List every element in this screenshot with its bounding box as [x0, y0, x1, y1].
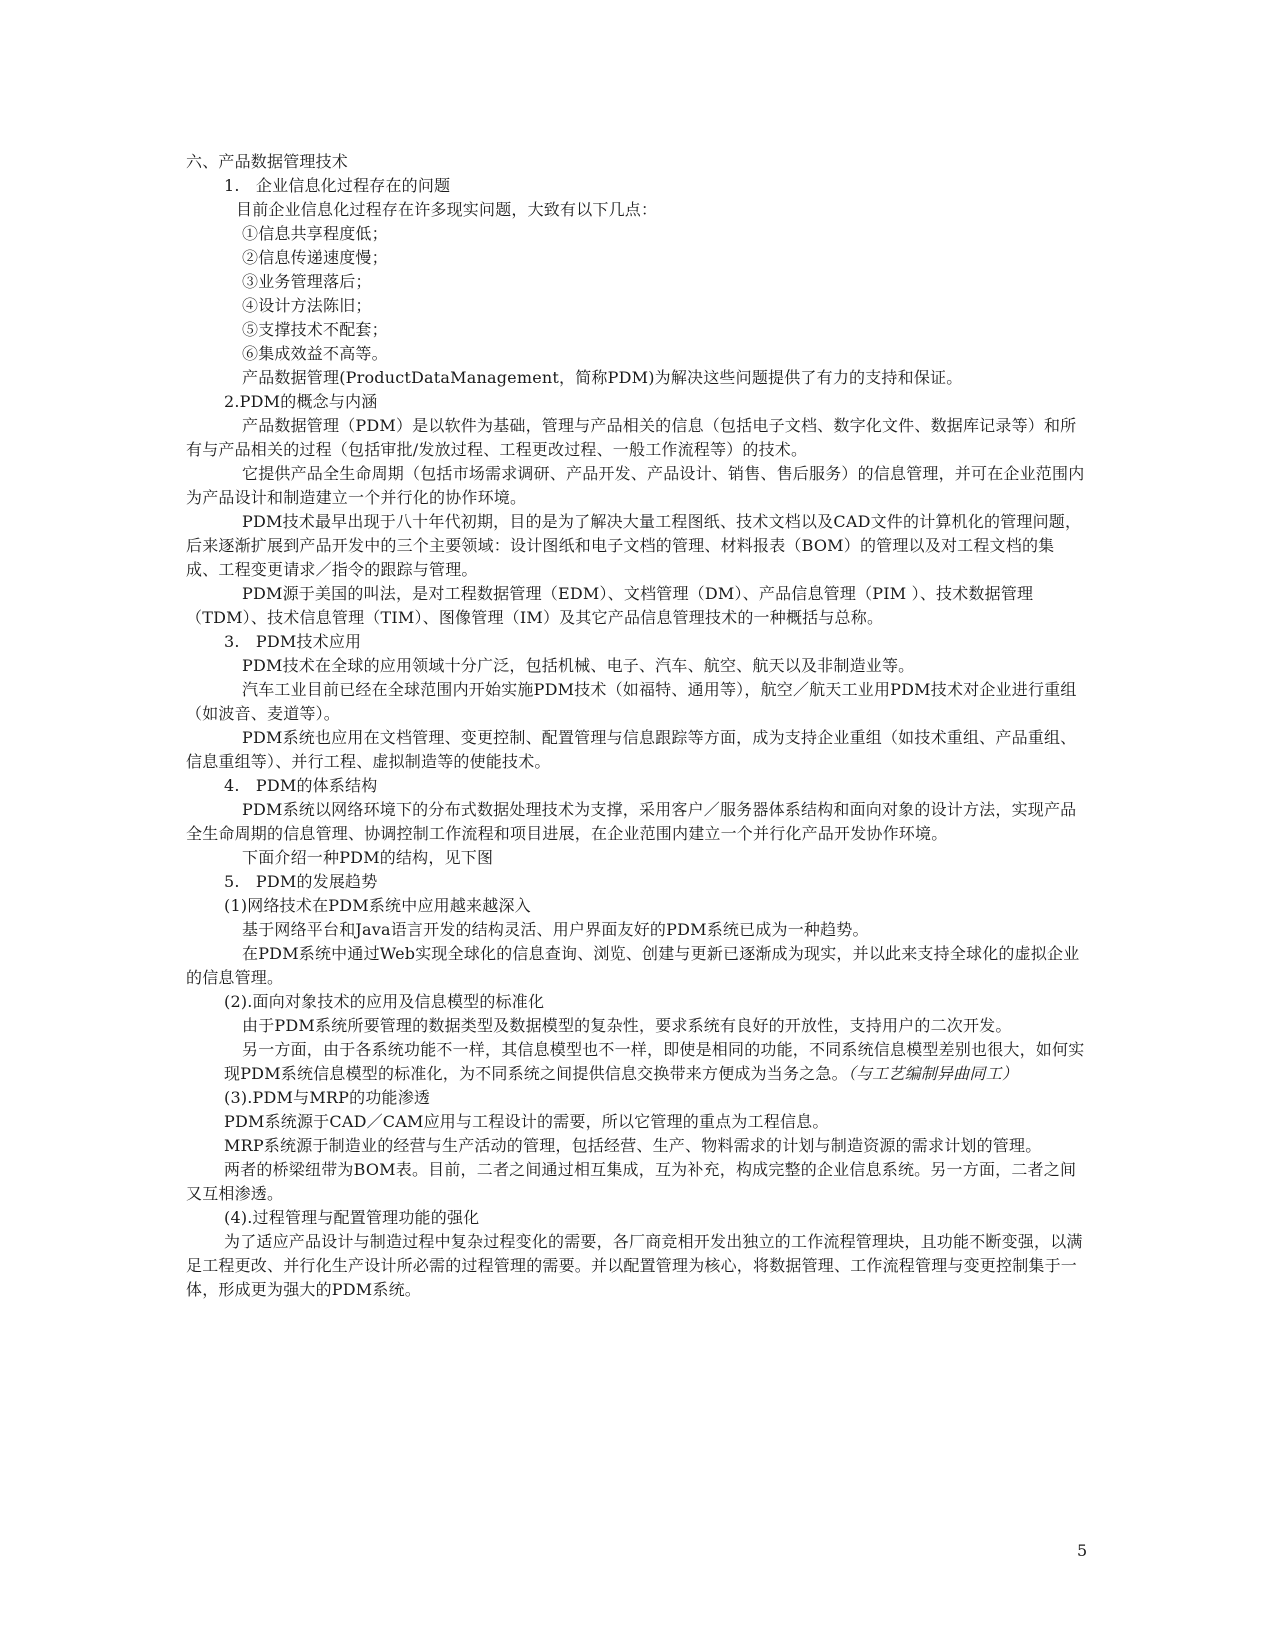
subheading-3: (3).PDM与MRP的功能渗透 [224, 1088, 431, 1107]
document-body [186, 150, 1086, 1302]
sub1-paragraph-2: 在PDM系统中通过Web实现全球化的信息查询、浏览、创建与更新已逐渐成为现实，并以此来支持全球化的虚拟企业的信息管理。 [186, 944, 1080, 987]
s3-paragraph-2: 汽车工业目前已经在全球范围内开始实施PDM技术（如福特、通用等），航空／航天工业用PDM技术对企业进行重组（如波音、麦道等）。 [186, 680, 1077, 723]
sub3-paragraph-3: 两者的桥梁纽带为BOM表。目前，二者之间通过相互集成，互为补充，构成完整的企业信息系统。另一方面，二者之间又互相渗透。 [186, 1160, 1077, 1203]
heading-1: 1. 企业信息化过程存在的问题 [224, 176, 451, 195]
s4-paragraph-2: 下面介绍一种PDM的结构，见下图 [242, 848, 494, 867]
list-item: ①信息共享程度低； [242, 224, 388, 243]
s2-paragraph-4: PDM源于美国的叫法，是对工程数据管理（EDM）、文档管理（DM）、产品信息管理（PIM ）、技术数据管理（TDM）、技术信息管理（TIM）、图像管理（IM）及其它产品信息管理技术的一种概括与总称。 [186, 584, 1034, 627]
s3-paragraph-1: PDM技术在全球的应用领域十分广泛，包括机械、电子、汽车、航空、航天以及非制造业等。 [242, 656, 915, 675]
sub1-paragraph-1: 基于网络平台和Java语言开发的结构灵活、用户界面友好的PDM系统已成为一种趋势。 [242, 920, 869, 939]
heading-3: 3. PDM技术应用 [224, 632, 362, 651]
list-item: ⑥集成效益不高等。 [242, 344, 388, 363]
heading-4: 4. PDM的体系结构 [224, 776, 378, 795]
s2-paragraph-1: 产品数据管理（PDM）是以软件为基础，管理与产品相关的信息（包括电子文档、数字化文件、数据库记录等）和所有与产品相关的过程（包括审批/发放过程、工程更改过程、一般工作流程等）的技术。 [186, 416, 1077, 459]
subheading-1: (1)网络技术在PDM系统中应用越来越深入 [224, 896, 531, 915]
section-title: 六、产品数据管理技术 [186, 152, 349, 171]
list-item: ②信息传递速度慢； [242, 248, 388, 267]
s4-paragraph-1: PDM系统以网络环境下的分布式数据处理技术为支撑，采用客户／服务器体系结构和面向对象的设计方法，实现产品全生命周期的信息管理、协调控制工作流程和项目进展，在企业范围内建立一个并行化产品开发协作环境。 [186, 800, 1077, 843]
sub2-note: （与工艺编制异曲同工） [847, 1064, 1018, 1083]
s3-paragraph-3: PDM系统也应用在文档管理、变更控制、配置管理与信息跟踪等方面，成为支持企业重组（如技术重组、产品重组、信息重组等）、并行工程、虚拟制造等的使能技术。 [186, 728, 1077, 771]
s2-paragraph-2: 它提供产品全生命周期（包括市场需求调研、产品开发、产品设计、销售、售后服务）的信息管理，并可在企业范围内为产品设计和制造建立一个并行化的协作环境。 [186, 464, 1085, 507]
page-number: 5 [1077, 1541, 1088, 1560]
s1-intro: 目前企业信息化过程存在许多现实问题，大致有以下几点： [236, 200, 658, 219]
sub4-paragraph-1: 为了适应产品设计与制造过程中复杂过程变化的需要，各厂商竞相开发出独立的工作流程管理块，且功能不断变强，以满足工程更改、并行化生产设计所必需的过程管理的需要。并以配置管理为核心，将数据管理、工作流程管理与变更控制集于一体，形成更为强大的PDM系统。 [186, 1232, 1083, 1299]
sub3-paragraph-1: PDM系统源于CAD／CAM应用与工程设计的需要，所以它管理的重点为工程信息。 [224, 1112, 829, 1131]
s2-paragraph-3: PDM技术最早出现于八十年代初期，目的是为了解决大量工程图纸、技术文档以及CAD文件的计算机化的管理问题，后来逐渐扩展到产品开发中的三个主要领域：设计图纸和电子文档的管理、材料报表（BOM）的管理以及对工程文档的集成、工程变更请求／指令的跟踪与管理。 [186, 512, 1082, 579]
list-item: ④设计方法陈旧； [242, 296, 372, 315]
list-item: ③业务管理落后； [242, 272, 372, 291]
s1-closing: 产品数据管理(ProductDataManagement，简称PDM)为解决这些问题提供了有力的支持和保证。 [242, 368, 963, 387]
sub3-paragraph-2: MRP系统源于制造业的经营与生产活动的管理，包括经营、生产、物料需求的计划与制造资源的需求计划的管理。 [224, 1136, 1042, 1155]
sub2-paragraph-2 [186, 1038, 1086, 1086]
subheading-2: (2).面向对象技术的应用及信息模型的标准化 [224, 992, 545, 1011]
heading-5: 5. PDM的发展趋势 [224, 872, 378, 891]
sub2-paragraph-1: 由于PDM系统所要管理的数据类型及数据模型的复杂性，要求系统有良好的开放性，支持用户的二次开发。 [242, 1016, 1012, 1035]
list-item: ⑤支撑技术不配套； [242, 320, 388, 339]
sub2-paragraph-2-text: 另一方面，由于各系统功能不一样，其信息模型也不一样，即使是相同的功能，不同系统信息模型差别也很大，如何实现PDM系统信息模型的标准化，为不同系统之间提供信息交换带来方便成为当务之急。 [224, 1040, 1085, 1083]
subheading-4: (4).过程管理与配置管理功能的强化 [224, 1208, 480, 1227]
heading-2: 2.PDM的概念与内涵 [224, 392, 378, 411]
